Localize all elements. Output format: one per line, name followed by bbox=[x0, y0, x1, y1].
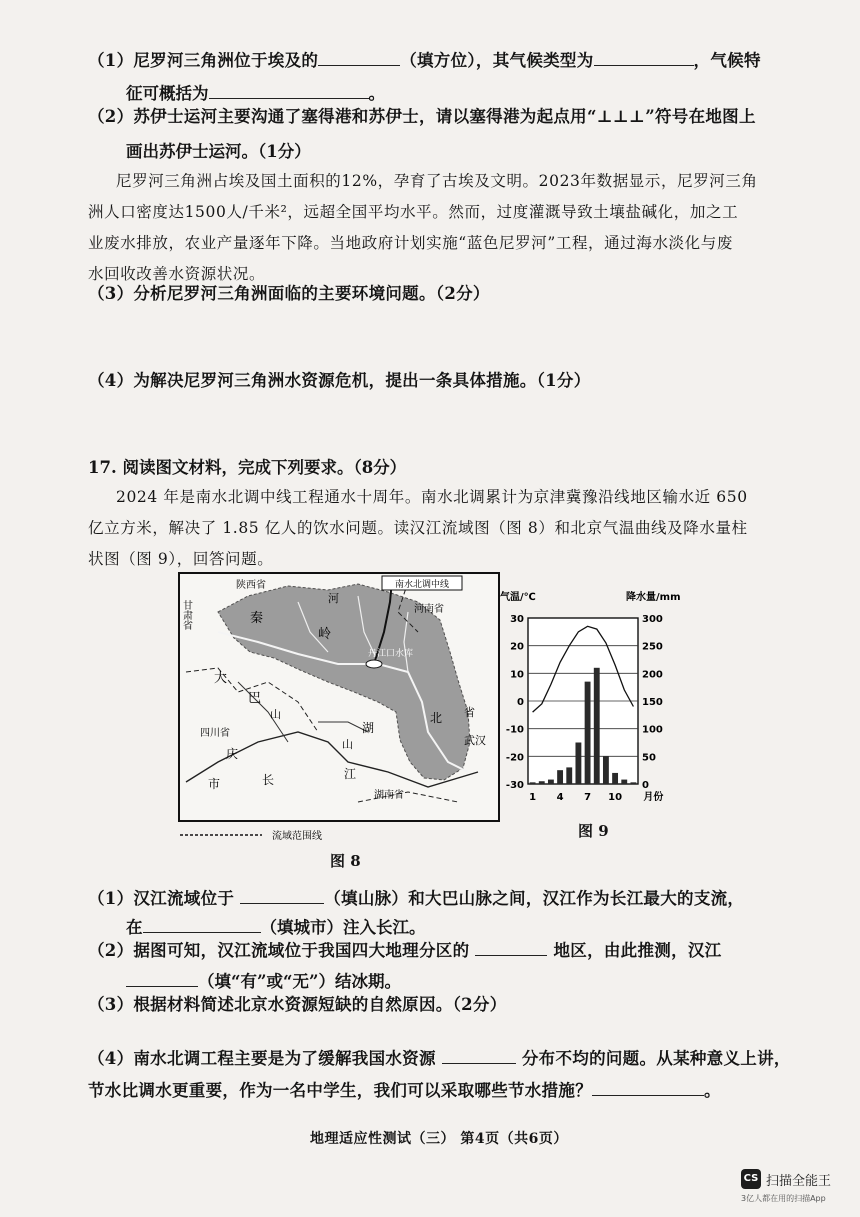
precip-bar bbox=[603, 756, 609, 784]
answer-blank[interactable] bbox=[592, 1077, 704, 1096]
label-ba: 巴 bbox=[248, 691, 262, 706]
watermark-name: 扫描全能王 bbox=[766, 1174, 832, 1189]
answer-blank[interactable] bbox=[240, 885, 324, 904]
q16-material: 尼罗河三角洲占埃及国土面积的12%，孕育了古埃及文明。2023年数据显示，尼罗河三角 洲人口密度达1500人/千米²，远超全国平均水平。然而，过度灌溉导致土壤盐碱化，加之工 业废水排放，农业产量逐年下降。当地政府计划实施“蓝色尼罗河”工程，通过海水淡化与废 水回收改善水资源状况。 bbox=[88, 172, 758, 283]
precip-bar bbox=[530, 782, 536, 784]
answer-blank[interactable] bbox=[318, 47, 400, 66]
temp-tick-label: -20 bbox=[505, 752, 524, 764]
legend-boundary-label: 流域范围线 bbox=[272, 831, 322, 842]
q17-part4-line2: 节水比调水更重要，作为一名中学生，我们可以采取哪些节水措施？ 。 bbox=[88, 1076, 721, 1106]
q17-part2-line1: （2）据图可知，汉江流域位于我国四大地理分区的 地区，由此推测，汉江 bbox=[88, 936, 721, 966]
camscanner-logo: CS bbox=[741, 1169, 761, 1189]
q17-part1-line1: （1）汉江流域位于 （填山脉）和大巴山脉之间，汉江作为长江最大的支流， bbox=[88, 884, 744, 914]
precip-tick-label: 0 bbox=[642, 780, 649, 791]
q17-part4-line1: （4）南水北调工程主要是为了缓解我国水资源 分布不均的问题。从某种意义上讲， bbox=[88, 1044, 791, 1074]
label-qin: 秦 bbox=[250, 611, 264, 626]
precip-axis-label: 降水量/mm bbox=[626, 592, 681, 603]
label-bei: 北 bbox=[430, 711, 443, 725]
q17-part1-line2: 在 （填城市）注入长江。 bbox=[126, 914, 426, 938]
answer-blank[interactable] bbox=[143, 914, 261, 933]
label-shan2: 山 bbox=[342, 738, 353, 751]
month-tick-label: 10 bbox=[608, 792, 623, 803]
map-legend-boundary bbox=[178, 826, 378, 842]
q17-part2-line2: （填“有”或“无”）结冰期。 bbox=[126, 968, 401, 992]
figure-8-caption: 图 8 bbox=[330, 852, 361, 870]
precip-bar bbox=[585, 682, 591, 784]
precip-bar bbox=[548, 780, 554, 784]
label-sichuan: 四川省 bbox=[200, 728, 230, 739]
label-gansu: 甘肃省 bbox=[180, 600, 192, 630]
precip-bar bbox=[539, 781, 545, 784]
answer-blank[interactable] bbox=[209, 80, 369, 99]
label-henan: 河南省 bbox=[414, 604, 444, 615]
label-ling: 岭 bbox=[318, 627, 332, 642]
label-wuhan: 武汉 bbox=[464, 734, 486, 747]
watermark-sub: 3亿人都在用的扫描App bbox=[741, 1194, 826, 1203]
q16-part2-line2: 画出苏伊士运河。（1分） bbox=[126, 142, 311, 161]
q16-part1-line2: 征可概括为 。 bbox=[126, 80, 385, 104]
precip-tick-label: 250 bbox=[642, 641, 663, 653]
temp-tick-label: 20 bbox=[510, 641, 524, 653]
temp-axis-label: 气温/℃ bbox=[500, 592, 536, 603]
temp-tick-label: -30 bbox=[505, 780, 524, 791]
label-danjiangkou: 丹江口水库 bbox=[368, 649, 414, 659]
precip-tick-label: 300 bbox=[642, 614, 663, 625]
map-legend-title: 南水北调中线 bbox=[394, 580, 450, 590]
answer-blank[interactable] bbox=[442, 1045, 516, 1064]
q16-part3: （3）分析尼罗河三角洲面临的主要环境问题。（2分） bbox=[88, 284, 490, 303]
temp-tick-label: -10 bbox=[505, 724, 524, 736]
label-jiang: 江 bbox=[344, 767, 357, 781]
label-chang: 长 bbox=[262, 773, 275, 787]
q16-part1-line1: （1）尼罗河三角洲位于埃及的 （填方位），其气候类型为 ，气候特 bbox=[88, 46, 761, 76]
temp-tick-label: 30 bbox=[510, 614, 524, 625]
label-shi: 市 bbox=[208, 777, 221, 791]
precip-bar bbox=[630, 782, 636, 784]
label-da: 大 bbox=[214, 671, 228, 686]
month-tick-label: 1 bbox=[529, 792, 537, 803]
page-footer: 地理适应性测试（三） 第4页（共6页） bbox=[310, 1131, 568, 1147]
danjiangkou-reservoir bbox=[366, 660, 382, 668]
q16-part4: （4）为解决尼罗河三角洲水资源危机，提出一条具体措施。（1分） bbox=[88, 371, 591, 390]
precip-tick-label: 200 bbox=[642, 669, 663, 681]
q16-part2-line1: （2）苏伊士运河主要沟通了塞得港和苏伊士，请以塞得港为起点用“⊥⊥⊥”符号在地图上 bbox=[88, 107, 756, 126]
label-hubei-province: 省 bbox=[464, 706, 475, 719]
label-shaanxi: 陕西省 bbox=[236, 580, 266, 591]
answer-blank[interactable] bbox=[475, 937, 547, 956]
label-hunan: 湖南省 bbox=[374, 790, 404, 801]
precip-bar bbox=[566, 767, 572, 784]
temp-tick-label: 10 bbox=[510, 669, 524, 681]
label-hu: 湖 bbox=[362, 721, 375, 735]
precip-bar bbox=[594, 668, 600, 784]
q17-material: 2024 年是南水北调中线工程通水十周年。南水北调累计为京津冀豫沿线地区输水近 650 亿立方米，解决了 1.85 亿人的饮水问题。读汉江流域图（图 8）和北京气温曲线及降水量柱 状图（图 9），回答问题。 bbox=[88, 488, 748, 568]
precip-bar bbox=[575, 743, 581, 785]
precip-tick-label: 50 bbox=[642, 752, 656, 764]
label-he: 河 bbox=[328, 592, 339, 605]
precip-tick-label: 100 bbox=[642, 724, 663, 736]
precip-bar bbox=[612, 773, 618, 784]
han-river-basin-map bbox=[178, 572, 500, 822]
month-axis-label: 月份 bbox=[643, 792, 664, 803]
temp-tick-label: 0 bbox=[517, 697, 524, 708]
figure-9-caption: 图 9 bbox=[578, 822, 609, 840]
month-tick-label: 7 bbox=[584, 792, 592, 803]
label-shan1: 山 bbox=[270, 708, 281, 721]
q17-part3: （3）根据材料简述北京水资源短缺的自然原因。（2分） bbox=[88, 995, 507, 1014]
beijing-climate-chart bbox=[496, 588, 706, 820]
answer-blank[interactable] bbox=[126, 968, 198, 987]
precip-tick-label: 150 bbox=[642, 697, 663, 708]
answer-blank[interactable] bbox=[594, 47, 694, 66]
precip-bar bbox=[621, 780, 627, 784]
label-qing: 庆 bbox=[226, 747, 239, 761]
q17-heading: 17. 阅读图文材料，完成下列要求。（8分） bbox=[88, 458, 407, 477]
month-tick-label: 4 bbox=[556, 792, 564, 803]
precip-bar bbox=[557, 770, 563, 784]
